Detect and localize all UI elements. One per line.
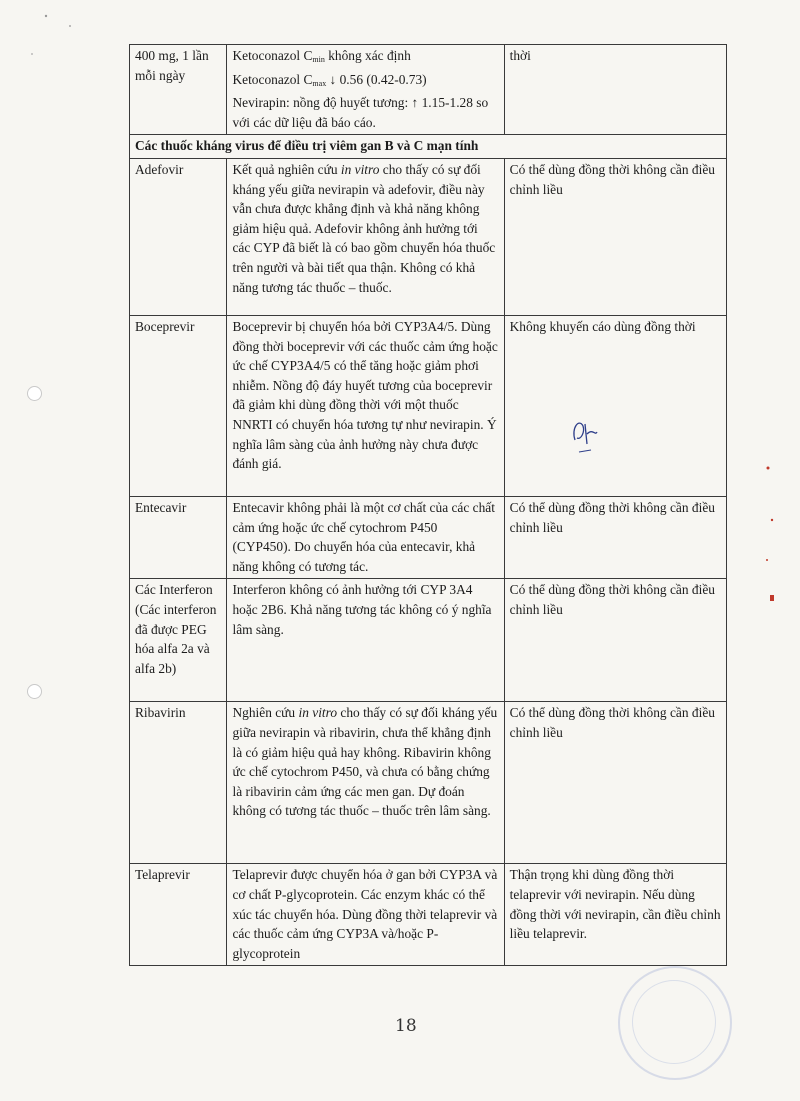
table-row (130, 496, 727, 578)
recommendation-cell: Có thể dùng đồng thời không cần điều chỉnh liều (504, 496, 726, 578)
drug-name-cell: Entecavir (130, 496, 227, 578)
effect-text: cho thấy có sự đối kháng yếu giữa nevirapin và adefovir, điều này vẫn chưa được khẳng định và khả năng không giảm hiệu quả. Adefovir không ảnh hưởng tới các CYP đã biết là có bao gồm chuyển hóa thuốc trên người và bài tiết qua thận. Không có khả năng tương tác thuốc – thuốc. (232, 161, 496, 295)
effect-cell (227, 702, 504, 864)
effect-text: Ketoconazol C (232, 71, 313, 87)
drug-name-cell: Adefovir (130, 158, 227, 315)
effect-line (232, 70, 498, 94)
recommendation-cell: Thận trọng khi dùng đồng thời telaprevir với nevirapin. Nếu dùng đồng thời với nevirapin, cần điều chỉnh liều telaprevir. (504, 864, 726, 966)
effect-cell (227, 315, 504, 496)
recommendation-cell: Có thể dùng đồng thời không cần điều chỉnh liều (504, 702, 726, 864)
recommendation-text: thời (509, 48, 531, 63)
page-number: 18 (395, 1016, 417, 1036)
effect-text: Telaprevir được chuyển hóa ở gan bởi CYP3A và cơ chất P-glycoprotein. Các enzym khác có thể xúc tác chuyển hóa. Dùng đồng thời telaprevir và các thuốc cảm ứng CYP3A và/hoặc P-glycoprotein (232, 867, 498, 961)
recommendation-cell: Có thể dùng đồng thời không cần điều chỉnh liều (504, 158, 726, 315)
effect-cell (227, 496, 504, 578)
effect-line: Nevirapin: nồng độ huyết tương: ↑ 1.15-1.28 so với các dữ liệu đã báo cáo. (232, 95, 489, 130)
effect-text: không xác định (324, 48, 411, 63)
scan-edge-marks (762, 460, 792, 615)
circular-stamp (618, 966, 732, 1080)
effect-text: cho thấy có sự đối kháng yếu giữa nevirapin và ribavirin, chưa thể khẳng định là có giảm hiệu quả hay không. Ribavirin không ức chế cytochrom P450, và chưa có bằng chứng là ribavirin cảm ứng các men gan. Dự đoán không có tương tác thuốc – thuốc trên lâm sàng. (232, 705, 498, 819)
effect-text: Nghiên cứu (232, 705, 299, 721)
effect-text: Ketoconazol C (232, 48, 313, 63)
scan-specks (20, 10, 80, 65)
section-title: Các thuốc kháng virus để điều trị viêm gan B và C mạn tính (130, 135, 727, 159)
drug-name-cell: Ribavirin (130, 702, 227, 864)
dose-cell (130, 45, 227, 135)
effect-cell (227, 579, 504, 702)
dose-text: 400 mg, 1 lần mỗi ngày (135, 48, 209, 83)
recommendation-cell: Có thể dùng đồng thời không cần điều chỉnh liều (504, 579, 726, 702)
drug-name-cell: Các Interferon (Các interferon đã được PEG hóa alfa 2a và alfa 2b) (130, 579, 227, 702)
effect-text: ↓ 0.56 (0.42-0.73) (326, 71, 427, 87)
table-row (130, 315, 727, 496)
recommendation-cell: Không khuyến cáo dùng đồng thời (504, 315, 726, 496)
subscript-text: min (312, 55, 325, 64)
section-header-row (130, 135, 727, 159)
recommendation-cell (504, 45, 726, 135)
effect-cell (227, 864, 504, 966)
drug-name-cell: Telaprevir (130, 864, 227, 966)
table-row (130, 702, 727, 864)
table-row (130, 579, 727, 702)
effect-cell (227, 45, 504, 135)
effect-italic-text: in vitro (298, 705, 338, 721)
effect-text: Kết quả nghiên cứu (232, 161, 341, 177)
effect-line (232, 46, 498, 70)
effect-cell (227, 158, 504, 315)
effect-italic-text: in vitro (340, 161, 380, 177)
table-row (130, 45, 727, 135)
effect-text: Boceprevir bị chuyển hóa bởi CYP3A4/5. Dùng đồng thời boceprevir với các thuốc cảm ứng hoặc ức chế CYP3A4/5 có thể tăng hoặc giảm phơi nhiễm. Nồng độ đáy huyết tương của boceprevir đã giảm khi dùng đồng thời với một thuốc NNRTI có chuyển hóa tương tự như nevirapin. Ý nghĩa lâm sàng của ảnh hưởng này chưa được đánh giá. (232, 318, 498, 472)
table-row (130, 158, 727, 315)
handwritten-initials (565, 410, 615, 460)
effect-text: Entecavir không phải là một cơ chất của các chất cảm ứng hoặc ức chế cytochrom P450 (CYP450). Do chuyển hóa của entecavir, khả năng không có tương tác. (232, 499, 495, 574)
interaction-table (129, 44, 727, 966)
drug-name-cell: Boceprevir (130, 315, 227, 496)
effect-text: Interferon không có ảnh hưởng tới CYP 3A4 hoặc 2B6. Khả năng tương tác không có ý nghĩa lâm sàng. (232, 582, 492, 637)
punch-hole-icon (27, 386, 42, 401)
subscript-text: max (312, 78, 327, 88)
punch-hole-icon (27, 684, 42, 699)
table-row (130, 864, 727, 966)
